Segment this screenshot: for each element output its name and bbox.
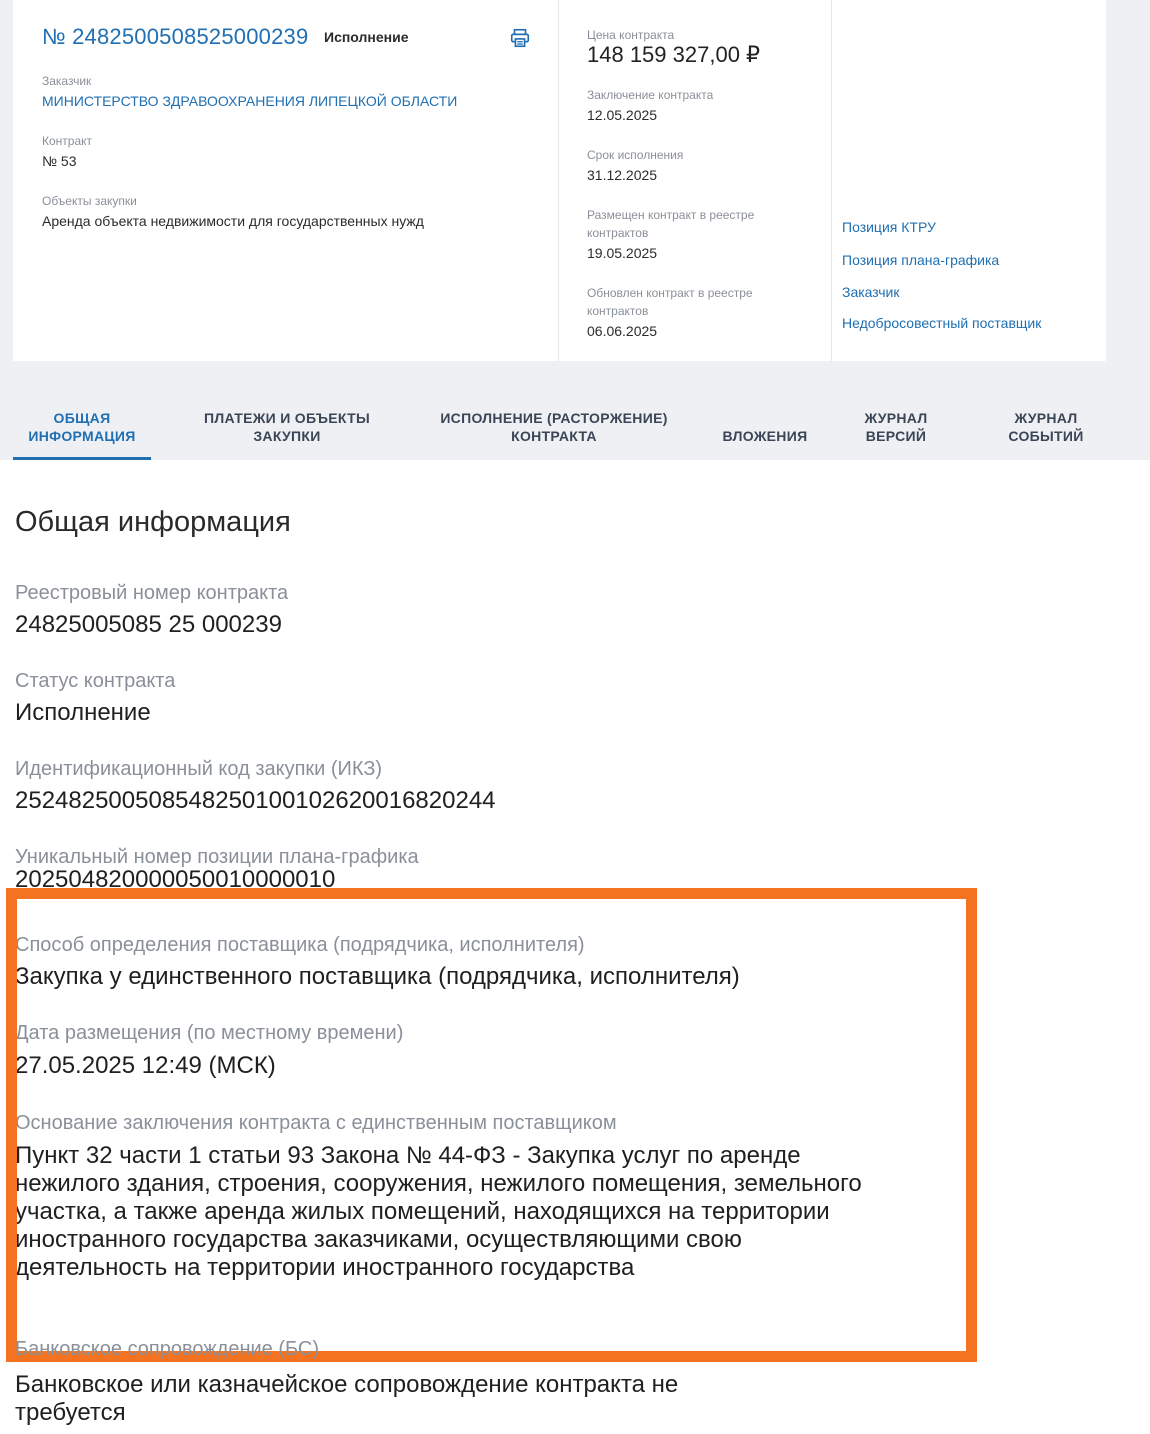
field-label: Статус контракта <box>15 670 176 692</box>
print-icon[interactable] <box>509 27 531 49</box>
column-divider <box>831 0 832 361</box>
published-label: Размещен контракт в реестре <box>587 208 755 222</box>
tab-label: ОБЩАЯ <box>53 410 111 426</box>
tab-label: ВЛОЖЕНИЯ <box>722 428 808 444</box>
highlight-frame <box>6 888 977 1362</box>
tab-label: ИНФОРМАЦИЯ <box>28 428 136 444</box>
tab-label: КОНТРАКТА <box>511 428 597 444</box>
contract-status-value: Исполнение <box>15 699 151 726</box>
tab-label: ВЕРСИЙ <box>865 428 927 444</box>
column-divider <box>558 0 559 361</box>
field-label-partial <box>15 1338 375 1362</box>
unfair-supplier-link[interactable]: Недобросовестный поставщик <box>842 315 1042 331</box>
placement-date-value: 27.05.2025 12:49 (МСК) <box>15 1052 276 1079</box>
ktru-position-link[interactable]: Позиция КТРУ <box>842 219 936 235</box>
field-label: Банковское сопровождение (БС) <box>15 1338 320 1360</box>
field-label: Дата размещения (по местному времени) <box>15 1022 404 1044</box>
customer-label: Заказчик <box>42 74 92 88</box>
tab-payments[interactable] <box>196 409 378 445</box>
tab-label: ЖУРНАЛ <box>864 410 928 426</box>
conclusion-date: 12.05.2025 <box>587 107 658 123</box>
tab-label: ЖУРНАЛ <box>1014 410 1078 426</box>
contract-label: Контракт <box>42 134 93 148</box>
contract-number[interactable]: № 2482500508525000239 <box>42 24 309 49</box>
published-date: 19.05.2025 <box>587 245 658 261</box>
plan-schedule-position-link[interactable]: Позиция плана-графика <box>842 252 1000 268</box>
customer-link[interactable]: Заказчик <box>842 284 900 300</box>
tab-version-log[interactable] <box>850 409 942 445</box>
plan-position-text: 202504820000050010000010 <box>15 866 336 893</box>
tab-label: ИСПОЛНЕНИЕ (РАСТОРЖЕНИЕ) <box>440 410 668 426</box>
updated-date: 06.06.2025 <box>587 323 658 339</box>
contract-summary-card <box>13 0 1106 361</box>
tab-general-info[interactable] <box>13 409 151 445</box>
field-label: Уникальный номер позиции плана-графика <box>15 846 419 868</box>
registry-number-value: 24825005085 25 000239 <box>15 611 282 638</box>
bank-support-value: Банковское или казначейское сопровождение контракта не требуется <box>15 1371 679 1426</box>
ikz-value: 252482500508548250100102620016820244 <box>15 787 496 814</box>
updated-label: контрактов <box>587 304 649 318</box>
price-label: Цена контракта <box>587 28 675 42</box>
tab-attachments[interactable] <box>712 409 818 445</box>
active-tab-indicator <box>13 457 151 460</box>
conclusion-label: Заключение контракта <box>587 88 714 102</box>
status-badge: Исполнение <box>324 29 409 45</box>
field-label: Идентификационный код закупки (ИКЗ) <box>15 758 383 780</box>
objects-label: Объекты закупки <box>42 194 137 208</box>
tab-label: ЗАКУПКИ <box>253 428 321 444</box>
supplier-method-value: Закупка у единственного поставщика (подрядчика, исполнителя) <box>15 963 740 990</box>
customer-name-link[interactable]: МИНИСТЕРСТВО ЗДРАВООХРАНЕНИЯ ЛИПЕЦКОЙ ОБЛАСТИ <box>42 93 458 109</box>
published-label: контрактов <box>587 226 649 240</box>
single-supplier-basis-value: Пункт 32 части 1 статьи 93 Закона № 44-ФЗ - Закупка услуг по аренде нежилого здания, строения, сооружения, нежилого помещения, земельного участка, а также аренда жилых помещений, находящихся на территории иностранного государства заказчиками, осуществляющими свою деятельность на территории иностранного государства <box>15 1142 862 1281</box>
contract-header-area <box>0 0 1150 460</box>
page-title: Общая информация <box>15 506 291 538</box>
tab-label: СОБЫТИЙ <box>1008 428 1084 444</box>
field-label: Реестровый номер контракта <box>15 582 289 604</box>
field-label: Способ определения поставщика (подрядчика, исполнителя) <box>15 934 585 956</box>
field-label: Основание заключения контракта с единственным поставщиком <box>15 1112 617 1134</box>
deadline-label: Срок исполнения <box>587 148 684 162</box>
updated-label: Обновлен контракт в реестре <box>587 286 753 300</box>
tab-execution[interactable] <box>432 409 676 445</box>
tab-event-log[interactable] <box>997 409 1095 445</box>
tab-label: ПЛАТЕЖИ И ОБЪЕКТЫ <box>204 410 370 426</box>
objects-value: Аренда объекта недвижимости для государственных нужд <box>42 213 424 229</box>
tab-label <box>712 409 818 427</box>
contract-price: 148 159 327,00 ₽ <box>587 42 761 67</box>
contract-value: № 53 <box>42 153 77 169</box>
deadline-date: 31.12.2025 <box>587 167 658 183</box>
